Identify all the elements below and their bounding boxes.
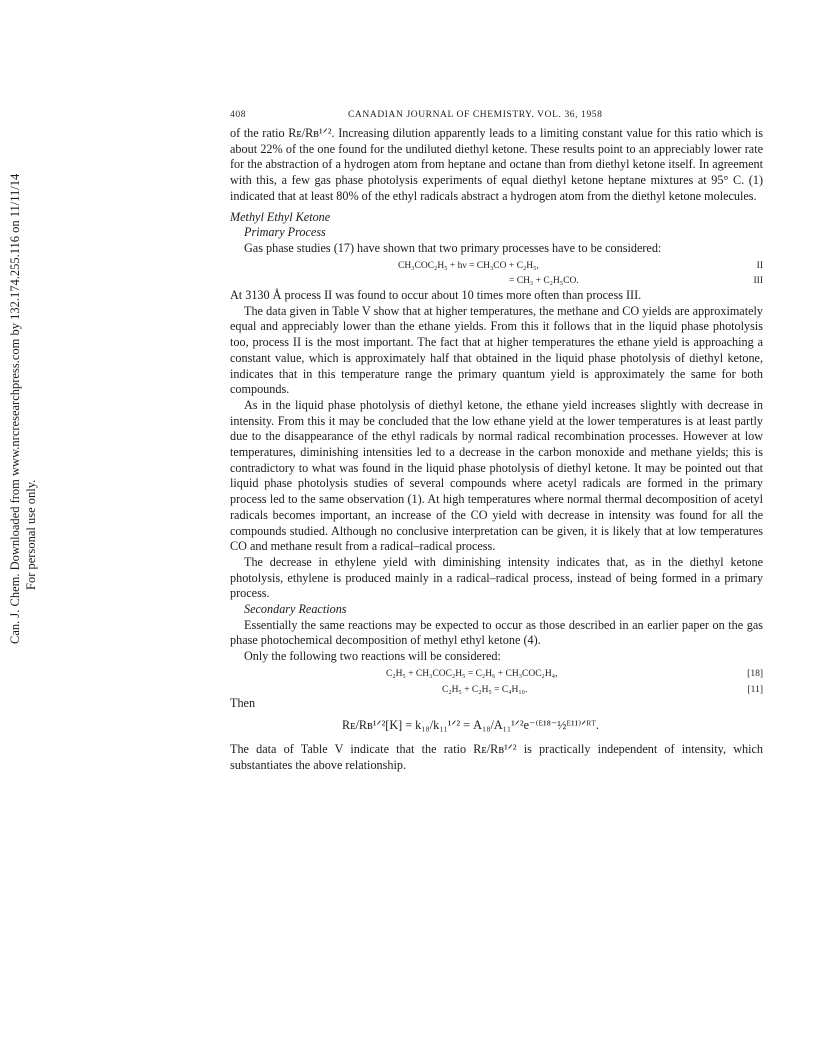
equation-text: Rᴇ/Rʙ¹ᐟ²[K] = k₁₈/k₁₁¹ᐟ² = A₁₈/A₁₁¹ᐟ²e⁻⁽ᴱ¹⁸⁻½ᴱ¹¹⁾ᐟᴿᵀ. <box>342 717 599 732</box>
rate-equation <box>230 712 763 742</box>
equation-text: C₂H₅ + C₂H₅ = C₄H₁₀. <box>442 684 528 695</box>
paragraph: Gas phase studies (17) have shown that two primary processes have to be considered: <box>244 240 662 255</box>
subsection-heading: Primary Process <box>244 225 326 240</box>
equation-number: [11] <box>747 684 763 695</box>
paragraph: of the ratio Rᴇ/Rʙ¹ᐟ². Increasing dilution apparently leads to a limiting constant value for this ratio which is about 22% of the one found for the undiluted diethyl ketone. These results point to an appreciably lower rate for the abstraction of a hydrogen atom from heptane and octane than from diethyl ketone itself. In agreement with this, a few gas phase photolysis experiments of equal diethyl ketone heptane mixtures at 95° C. (1) indicated that at least 80% of the ethyl radicals abstract a hydrogen atom from the diethyl ketone molecules. <box>230 126 763 203</box>
equation-18 <box>230 665 763 681</box>
download-watermark <box>6 173 40 644</box>
paragraph: The decrease in ethylene yield with diminishing intensity indicates that, as in the diethyl ketone photolysis, ethylene is produced mainly in a radical–radical process, instead of being formed in a primary process. <box>230 554 763 601</box>
paragraph: As in the liquid phase photolysis of diethyl ketone, the ethane yield increases slightly with decrease in intensity. From this it may be concluded that the low ethane yield at the lower temperatures is at least partly due to the disappearance of the ethyl radicals by normal radical recombination processes. However at low temperatures, diminishing intensities led to a decrease in the carbon monoxide and methane yields; this is contradictory to what was found in the liquid phase photolysis of diethyl ketone. It may be pointed out that liquid phase photolysis studies of several compounds where acetyl radicals are formed in the primary process led to the same observation (1). At high temperatures where normal thermal decomposition of acetyl radicals becomes important, an increase of the CO yield with decrease in intensity was found for all the compounds studied. Although no conclusive interpretation can be given, it is likely that at low temperatures CO and methane result from a radical–radical process. <box>230 397 763 554</box>
equation-text: = CH₃ + C₂H₅CO. <box>509 276 579 287</box>
paragraph: Then <box>230 696 256 711</box>
equation-11 <box>230 681 763 697</box>
page-number: 408 <box>230 110 247 120</box>
paragraph: The data of Table V indicate that the ratio Rᴇ/Rʙ¹ᐟ² is practically independent of intensity, which substantiates the above relationship. <box>230 741 763 772</box>
journal-title: CANADIAN JOURNAL OF CHEMISTRY. VOL. 36, 1958 <box>348 110 603 120</box>
article-body <box>230 126 763 773</box>
section-heading: Methyl Ethyl Ketone <box>230 209 331 224</box>
equation-text: C₂H₅ + CH₃COC₂H₅ = C₂H₆ + CH₃COC₂H₄, <box>386 668 558 679</box>
equation-III <box>230 272 763 288</box>
paragraph: Only the following two reactions will be considered: <box>244 649 501 664</box>
download-notice: Can. J. Chem. Downloaded from www.nrcresearchpress.com by 132.174.255.116 on 11/11/14 <box>8 173 22 644</box>
equation-number: III <box>753 276 763 287</box>
equation-II <box>230 257 763 273</box>
paragraph: At 3130 Å process II was found to occur about 10 times more often than process III. <box>230 288 642 302</box>
personal-use-notice: For personal use only. <box>24 479 38 590</box>
subsection-heading: Secondary Reactions <box>244 602 347 617</box>
equation-number: [18] <box>747 668 763 679</box>
running-header <box>230 110 763 126</box>
paragraph: Essentially the same reactions may be expected to occur as those described in an earlier paper on the gas phase photochemical decomposition of methyl ethyl ketone (4). <box>230 617 763 648</box>
paragraph: The data given in Table V show that at higher temperatures, the methane and CO yields are approximately equal and appreciably lower than the ethane yields. From this it follows that in the liquid phase photolysis too, process II is the most important. The fact that at higher temperatures the ethane yield is approaching a constant value, which is approximately half that obtained in the liquid phase photolysis of diethyl ketone, indicates that in this temperature range the primary quantum yield is approximately the same for both compounds. <box>230 303 763 397</box>
equation-number: II <box>756 260 763 271</box>
journal-page <box>230 110 763 773</box>
equation-text: CH₃COC₂H₅ + hν = CH₃CO + C₂H₅, <box>398 260 539 271</box>
